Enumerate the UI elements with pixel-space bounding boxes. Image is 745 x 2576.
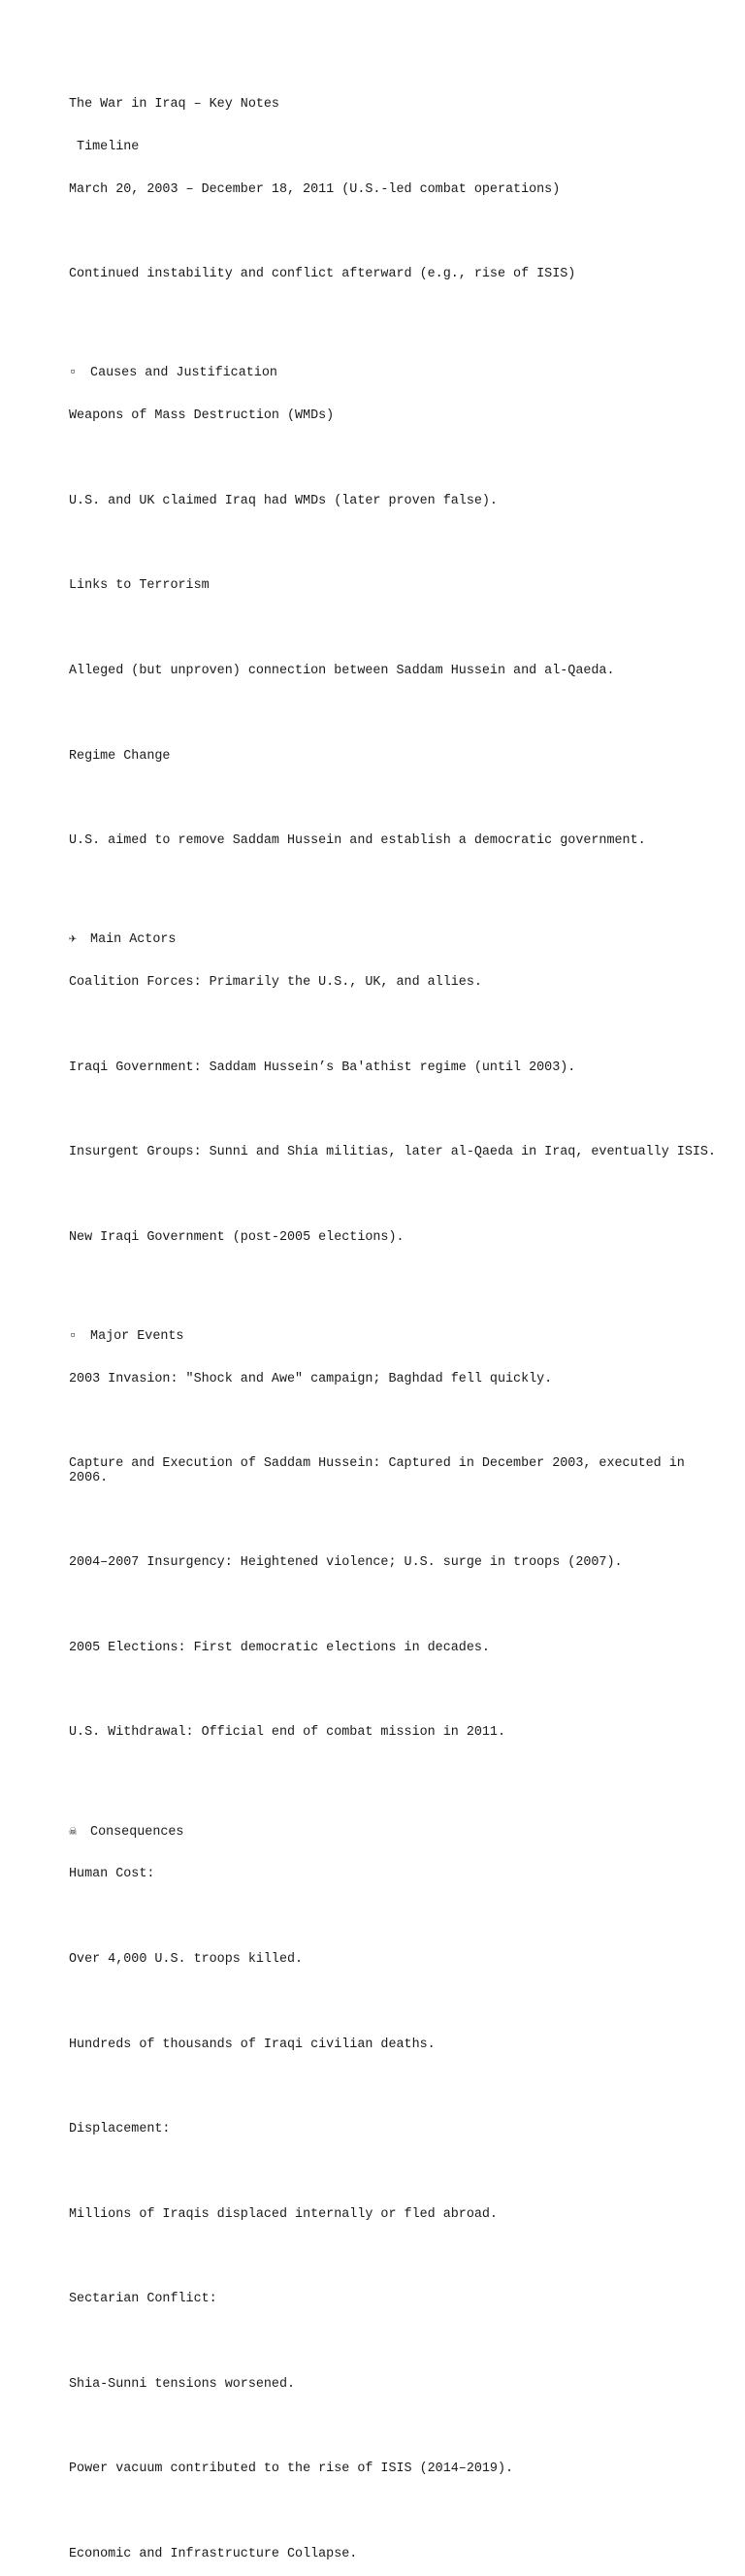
spacer bbox=[69, 2505, 729, 2520]
airplane-icon: ✈ bbox=[69, 932, 78, 948]
list-item: Weapons of Mass Destruction (WMDs) bbox=[69, 408, 335, 424]
list-item: 2005 Elections: First democratic elections in decades. bbox=[69, 1640, 490, 1655]
spacer bbox=[69, 1769, 729, 1783]
list-item: Hundreds of thousands of Iraqi civilian deaths. bbox=[69, 2037, 436, 2052]
list-item: Links to Terrorism bbox=[69, 578, 210, 594]
spacer bbox=[69, 1515, 729, 1529]
section-heading-label: Causes and Justification bbox=[82, 366, 277, 381]
spacer bbox=[69, 2421, 729, 2435]
section-heading-label: Consequences bbox=[82, 1824, 184, 1840]
spacer bbox=[69, 2250, 729, 2265]
list-item: 2003 Invasion: "Shock and Awe" campaign; Baghdad fell quickly. bbox=[69, 1371, 553, 1386]
spacer bbox=[69, 1189, 729, 1203]
spacer bbox=[69, 877, 729, 892]
list-item: U.S. Withdrawal: Official end of combat mission in 2011. bbox=[69, 1725, 505, 1741]
spacer bbox=[69, 2335, 729, 2350]
spacer bbox=[69, 792, 729, 806]
list-item: Power vacuum contributed to the rise of ISIS (2014–2019). bbox=[69, 2462, 514, 2477]
spacer bbox=[69, 1996, 729, 2010]
list-item: Human Cost: bbox=[69, 1867, 155, 1882]
spacer bbox=[69, 1599, 729, 1614]
spacer bbox=[69, 2080, 729, 2095]
list-item: U.S. and UK claimed Iraq had WMDs (later proven false). bbox=[69, 493, 498, 508]
spacer bbox=[69, 1415, 729, 1429]
list-item: 2004–2007 Insurgency: Heightened violence; U.S. surge in troops (2007). bbox=[69, 1555, 623, 1571]
section-heading-label: Main Actors bbox=[82, 932, 177, 948]
list-item: Insurgent Groups: Sunni and Shia militias, later al-Qaeda in Iraq, eventually ISIS. bbox=[69, 1145, 716, 1160]
spacer bbox=[69, 2166, 729, 2180]
list-item: Over 4,000 U.S. troops killed. bbox=[69, 1951, 304, 1967]
list-item: Economic and Infrastructure Collapse. bbox=[69, 2546, 358, 2561]
timeline-heading: Timeline bbox=[69, 139, 140, 154]
list-item: Coalition Forces: Primarily the U.S., UK, and allies. bbox=[69, 975, 482, 990]
spacer bbox=[69, 1273, 729, 1288]
section-heading-consequences bbox=[69, 1826, 729, 1841]
list-item: Iraqi Government: Saddam Hussein’s Ba'athist regime (until 2003). bbox=[69, 1060, 576, 1075]
spacer bbox=[69, 1019, 729, 1033]
section-heading-causes bbox=[69, 367, 729, 381]
spacer bbox=[69, 1910, 729, 1925]
timeline-after: Continued instability and conflict afterward (e.g., rise of ISIS) bbox=[69, 267, 576, 282]
spacer bbox=[69, 622, 729, 636]
list-item: Shia-Sunni tensions worsened. bbox=[69, 2376, 296, 2392]
list-item: Millions of Iraqis displaced internally or fled abroad. bbox=[69, 2206, 498, 2222]
timeline-dates: March 20, 2003 – December 18, 2011 (U.S.-led combat operations) bbox=[69, 181, 561, 197]
spacer bbox=[69, 538, 729, 552]
document-title: The War in Iraq – Key Notes bbox=[69, 97, 279, 113]
spacer bbox=[69, 310, 729, 325]
list-item: U.S. aimed to remove Saddam Hussein and establish a democratic government. bbox=[69, 833, 646, 849]
section-heading-label: Major Events bbox=[82, 1328, 184, 1344]
spacer bbox=[69, 452, 729, 467]
list-item: Alleged (but unproven) connection between Saddam Hussein and al-Qaeda. bbox=[69, 663, 615, 678]
list-item: Displacement: bbox=[69, 2122, 171, 2137]
list-item: Sectarian Conflict: bbox=[69, 2292, 217, 2307]
spacer bbox=[69, 1684, 729, 1699]
section-heading-actors bbox=[69, 933, 729, 948]
square-bullet-icon: ▫ bbox=[69, 366, 78, 381]
list-item: Capture and Execution of Saddam Hussein: Captured in December 2003, executed in 2006. bbox=[69, 1456, 693, 1485]
spacer bbox=[69, 707, 729, 722]
spacer bbox=[69, 226, 729, 241]
list-item: Regime Change bbox=[69, 748, 171, 764]
section-heading-events bbox=[69, 1330, 729, 1345]
document-page bbox=[69, 70, 729, 2576]
spacer bbox=[69, 1103, 729, 1118]
square-bullet-icon: ▫ bbox=[69, 1328, 78, 1344]
list-item: New Iraqi Government (post-2005 elections). bbox=[69, 1229, 405, 1245]
skull-crossbones-icon: ☠ bbox=[69, 1824, 78, 1840]
